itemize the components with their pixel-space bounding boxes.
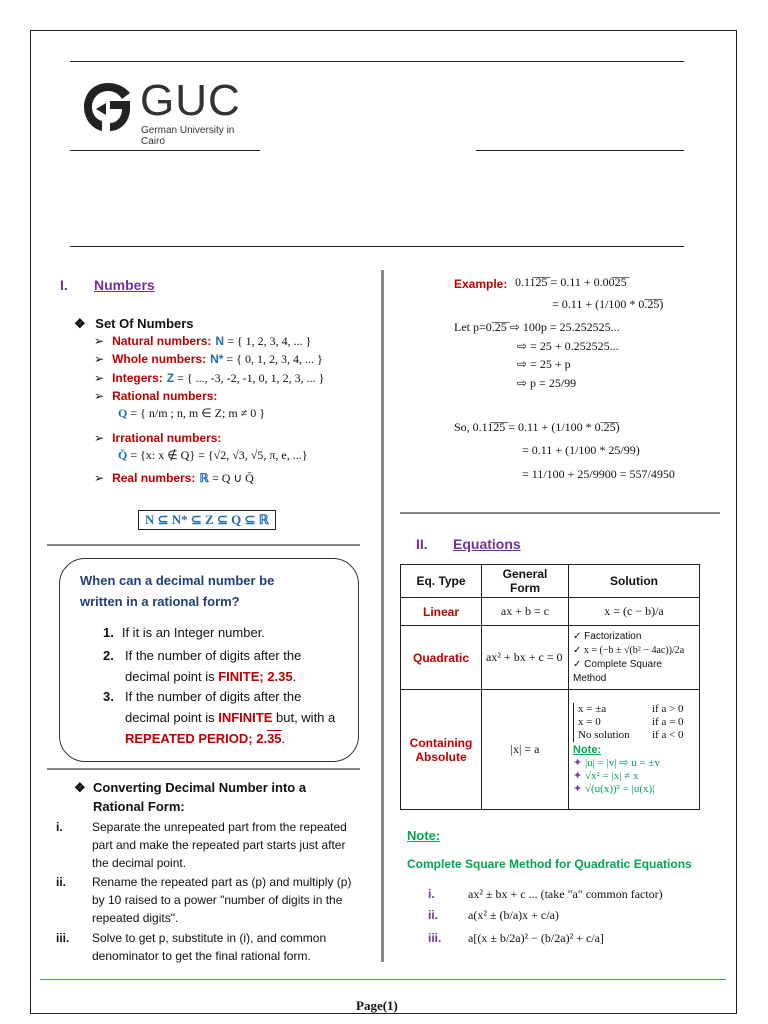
absolute-case: No solution if a < 0 [578, 729, 684, 741]
divider-right-1 [400, 512, 720, 514]
note-label: Note: [407, 828, 441, 843]
footer-rule [40, 979, 726, 980]
converting-step: i. Separate the unrepeated part from the repeated part and make the repeated part starts just after the decimal point. [56, 820, 347, 870]
absolute-note-label: Note: [573, 744, 602, 756]
type-absolute: Containing Absolute [401, 690, 482, 810]
form-linear: ax + b = c [482, 598, 569, 626]
note-step: ii. a(x² ± (b/a)x + c/a) [428, 908, 559, 922]
callout-point-1: 1. If it is an Integer number. [103, 625, 265, 640]
table-header-row [401, 565, 700, 598]
set-item: ➢ Integers: Z = { ..., -3, -2, -1, 0, 1, 2, 3, ... } [94, 371, 325, 385]
type-quadratic: Quadratic [401, 626, 482, 690]
diamond-bullet-icon: ❖ [74, 780, 86, 795]
header-rule-right [476, 150, 684, 151]
header-rule-top [70, 61, 684, 62]
absolute-notes [573, 757, 695, 796]
example-line-1: 0.11̅2̅5̅ = 0.11 + 0.00̅2̅5̅ [515, 275, 627, 289]
table-row [401, 598, 700, 626]
arrow-bullet-icon: ➢ [94, 371, 105, 385]
set-item: ➢ Natural numbers: N = { 1, 2, 3, 4, ... } [94, 334, 312, 348]
arrow-bullet-icon: ➢ [94, 471, 105, 485]
absolute-note: ✦ |u| = |v| ⇨ u = ±v [573, 757, 660, 769]
example-line-6: ⇨ p = 25/99 [517, 376, 577, 390]
arrow-bullet-icon: ➢ [94, 389, 105, 403]
set-item: ➢ Whole numbers: N* = { 0, 1, 2, 3, 4, ... } [94, 352, 323, 366]
set-item: ➢ Irrational numbers: Q̄ = {x: x ∉ Q} = {√2, √3, √5, π, e, ...} [94, 431, 308, 462]
example-label: Example: [454, 277, 508, 291]
logo-name: GUC [140, 76, 241, 125]
set-item: ➢ Real numbers: ℝ = Q ∪ Q̄ [94, 471, 254, 485]
divider-left-2 [47, 768, 360, 770]
example-line-3: Let p=0.̅2̅5̅ ⇨ 100p = 25.252525... [454, 320, 620, 334]
converting-step: ii. Rename the repeated part as (p) and multiply (p) by 10 raised to a power "number of digits in the repeated digits". [56, 875, 352, 925]
example-line-7: So, 0.11̅2̅5̅ = 0.11 + (1/100 * 0.̅2̅5̅) [454, 420, 620, 434]
absolute-case: x = 0 if a = 0 [578, 716, 684, 728]
col-header-form: General Form [482, 565, 569, 598]
diamond-bullet-icon: ❖ [74, 316, 86, 331]
col-header-solution: Solution [569, 565, 700, 598]
header-rule-bottom [70, 246, 684, 247]
example-line-2: = 0.11 + (1/100 * 0.̅2̅5̅) [552, 297, 664, 311]
callout-point-2: 2. If the number of digits after the decimal point is FINITE; 2.35. [103, 648, 302, 684]
page-number: Page(1) [356, 998, 398, 1013]
guc-logo [80, 76, 260, 147]
note-step: i. ax² ± bx + c ... (take "a" common factor) [428, 887, 663, 901]
section2-numeral: II. [416, 536, 428, 552]
section1-title: Numbers [94, 277, 155, 293]
table-row [401, 690, 700, 810]
converting-step: iii. Solve to get p, substitute in (i), and common denominator to get the final rational form. [56, 931, 327, 963]
arrow-bullet-icon: ➢ [94, 352, 105, 366]
col-header-type: Eq. Type [401, 565, 482, 598]
column-divider [381, 270, 384, 962]
table-row [401, 626, 700, 690]
note-step: iii. a[(x ± b/2a)² − (b/2a)² + c/a] [428, 931, 604, 945]
solution-item: ✓ x = (−b ± √(b² − 4ac))/2a [573, 644, 685, 656]
solution-quadratic [569, 626, 700, 690]
absolute-case: x = ±a if a > 0 [578, 703, 684, 715]
absolute-note: ✦ √(u(x))² = |u(x)| [573, 783, 655, 795]
arrow-bullet-icon: ✦ [573, 757, 583, 769]
form-quadratic: ax² + bx + c = 0 [482, 626, 569, 690]
converting-heading: ❖ Converting Decimal Number into a Rational Form: [74, 780, 307, 814]
arrow-bullet-icon: ✦ [573, 770, 583, 782]
header-rule-left [70, 150, 260, 151]
guc-emblem-icon [80, 79, 136, 135]
example-line-5: ⇨ = 25 + p [517, 357, 571, 371]
set-item: ➢ Rational numbers: Q = { n/m ; n, m ∈ Z; m ≠ 0 } [94, 389, 266, 420]
solution-item: ✓ Factorization [573, 630, 642, 642]
arrow-bullet-icon: ✦ [573, 783, 583, 795]
set-heading: ❖ Set Of Numbers [74, 316, 194, 331]
arrow-bullet-icon: ➢ [94, 334, 105, 348]
solution-linear: x = (c − b)/a [569, 598, 700, 626]
callout-point-3: 3. If the number of digits after the decimal point is INFINITE but, with a REPEATED PERIOD; 2.35. [103, 689, 336, 746]
section1-numeral: I. [60, 277, 68, 293]
divider-left-1 [47, 544, 360, 546]
absolute-cases [573, 703, 695, 742]
equations-table [400, 564, 700, 810]
callout-question: When can a decimal number be written in a rational form? [80, 573, 275, 609]
example-line-8: = 0.11 + (1/100 * 25/99) [522, 443, 640, 457]
section2-title: Equations [453, 536, 521, 552]
arrow-bullet-icon: ➢ [94, 431, 105, 445]
form-absolute: |x| = a [482, 690, 569, 810]
example-line-4: ⇨ = 25 + 0.252525... [517, 339, 619, 353]
set-chain: N ⊆ N* ⊆ Z ⊆ Q ⊆ ℝ [138, 510, 276, 530]
solution-absolute [569, 690, 700, 810]
logo-subtitle: German University in Cairo [141, 125, 235, 147]
example-line-9: = 11/100 + 25/9900 = 557/4950 [522, 467, 675, 481]
note-heading: Complete Square Method for Quadratic Equations [407, 857, 692, 871]
absolute-note: ✦ √x² = |x| ≠ x [573, 770, 639, 782]
type-linear: Linear [401, 598, 482, 626]
solution-item: ✓ Complete Square Method [573, 658, 662, 684]
